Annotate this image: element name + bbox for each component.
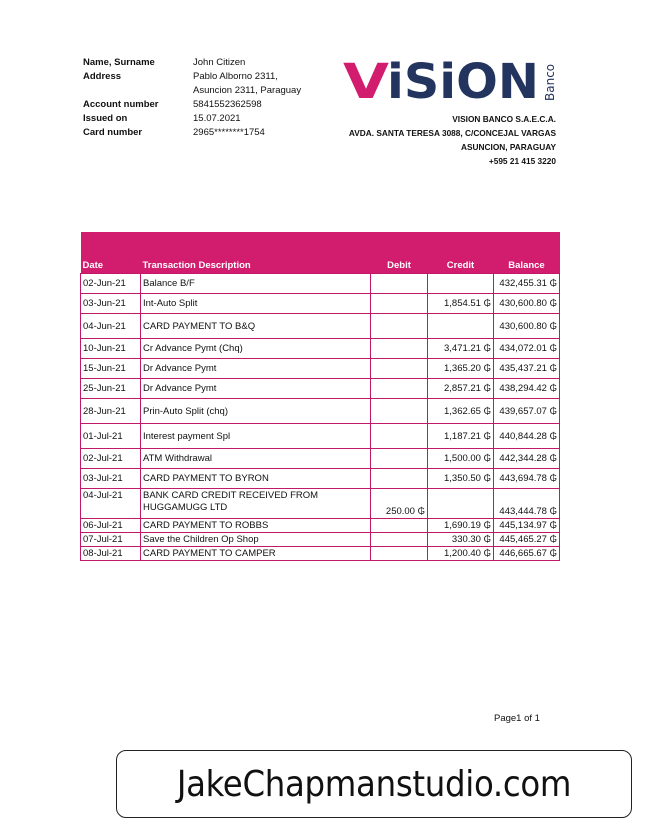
cell-balance: 445,134.97 ₲ (494, 519, 560, 533)
cell-desc: BANK CARD CREDIT RECEIVED FROM HUGGAMUGG LTD (141, 489, 371, 519)
field-value: Asuncion 2311, Paraguay (193, 85, 302, 96)
cell-credit: 1,690.19 ₲ (428, 519, 494, 533)
cell-desc: ATM Withdrawal (141, 449, 371, 469)
field-label: Name, Surname (83, 57, 155, 68)
cell-debit (371, 533, 428, 547)
transaction-row (81, 399, 560, 424)
cell-balance: 443,694.78 ₲ (494, 469, 560, 489)
field-label (83, 84, 193, 98)
cell-desc: Balance B/F (141, 274, 371, 294)
header-balance: Balance (494, 258, 560, 274)
cell-balance: 440,844.28 ₲ (494, 424, 560, 449)
table-header-row (81, 258, 560, 274)
transaction-row (81, 519, 560, 533)
customer-field (83, 70, 301, 84)
transaction-row (81, 274, 560, 294)
cell-debit (371, 379, 428, 399)
page-number: Page1 of 1 (494, 713, 540, 724)
bank-address-line1: AVDA. SANTA TERESA 3088, C/CONCEJAL VARGAS (348, 128, 556, 138)
table-header-band (81, 232, 560, 258)
cell-debit (371, 469, 428, 489)
cell-desc: CARD PAYMENT TO CAMPER (141, 547, 371, 561)
cell-credit (428, 274, 494, 294)
transaction-row (81, 547, 560, 561)
bank-address (349, 112, 556, 168)
customer-field (83, 126, 301, 140)
header-debit: Debit (371, 258, 428, 274)
field-label: Account number (83, 99, 159, 110)
customer-field (83, 56, 301, 70)
cell-debit (371, 547, 428, 561)
header-credit: Credit (428, 258, 494, 274)
cell-desc: Int-Auto Split (141, 294, 371, 314)
cell-date: 02-Jul-21 (81, 449, 141, 469)
cell-credit: 1,187.21 ₲ (428, 424, 494, 449)
cell-credit: 1,200.40 ₲ (428, 547, 494, 561)
cell-debit (371, 339, 428, 359)
cell-balance: 432,455.31 ₲ (494, 274, 560, 294)
transaction-row (81, 294, 560, 314)
cell-date: 02-Jun-21 (81, 274, 141, 294)
cell-desc: Dr Advance Pymt (141, 359, 371, 379)
cell-date: 25-Jun-21 (81, 379, 141, 399)
cell-credit (428, 489, 494, 519)
cell-date: 15-Jun-21 (81, 359, 141, 379)
cell-balance: 439,657.07 ₲ (494, 399, 560, 424)
cell-debit (371, 519, 428, 533)
bank-name: VISION BANCO S.A.E.C.A. (452, 114, 556, 124)
cell-debit (371, 359, 428, 379)
transaction-row (81, 359, 560, 379)
cell-credit: 1,500.00 ₲ (428, 449, 494, 469)
transactions-table (80, 232, 560, 561)
transaction-row (81, 533, 560, 547)
cell-desc: CARD PAYMENT TO B&Q (141, 314, 371, 339)
cell-balance: 445,465.27 ₲ (494, 533, 560, 547)
watermark: JakeChapmanstudio.com (116, 750, 632, 818)
cell-date: 06-Jul-21 (81, 519, 141, 533)
vision-banco-logo (343, 54, 561, 104)
cell-date: 04-Jul-21 (81, 489, 141, 519)
svg-text:iSiON: iSiON (387, 54, 539, 104)
cell-debit (371, 294, 428, 314)
header-date: Date (81, 258, 141, 274)
cell-debit (371, 399, 428, 424)
field-value: John Citizen (193, 57, 246, 68)
cell-balance: 438,294.42 ₲ (494, 379, 560, 399)
cell-date: 03-Jun-21 (81, 294, 141, 314)
cell-date: 01-Jul-21 (81, 424, 141, 449)
cell-desc: CARD PAYMENT TO ROBBS (141, 519, 371, 533)
svg-text:V: V (343, 54, 389, 104)
transaction-row (81, 489, 560, 519)
cell-desc: Prin-Auto Split (chq) (141, 399, 371, 424)
field-label: Card number (83, 127, 143, 138)
cell-debit: 250.00 ₲ (371, 489, 428, 519)
cell-debit (371, 449, 428, 469)
field-value: Pablo Alborno 2311, (193, 71, 278, 82)
field-value: 15.07.2021 (193, 113, 241, 124)
cell-date: 04-Jun-21 (81, 314, 141, 339)
transaction-row (81, 424, 560, 449)
transaction-row (81, 379, 560, 399)
svg-text:Banco: Banco (543, 63, 557, 101)
cell-desc: Interest payment Spl (141, 424, 371, 449)
field-value: 5841552362598 (193, 99, 262, 110)
cell-credit (428, 314, 494, 339)
field-value: 2965********1754 (193, 127, 265, 138)
cell-desc: Dr Advance Pymt (141, 379, 371, 399)
cell-balance: 430,600.80 ₲ (494, 314, 560, 339)
transaction-row (81, 449, 560, 469)
transaction-row (81, 339, 560, 359)
bank-phone: +595 21 415 3220 (488, 156, 556, 166)
field-label: Address (83, 71, 122, 82)
cell-balance: 442,344.28 ₲ (494, 449, 560, 469)
bank-address-line2: ASUNCION, PARAGUAY (461, 142, 556, 152)
cell-desc: Cr Advance Pymt (Chq) (141, 339, 371, 359)
cell-debit (371, 424, 428, 449)
cell-date: 28-Jun-21 (81, 399, 141, 424)
transaction-row (81, 469, 560, 489)
cell-credit: 3,471.21 ₲ (428, 339, 494, 359)
customer-field (83, 98, 301, 112)
cell-desc: CARD PAYMENT TO BYRON (141, 469, 371, 489)
cell-balance: 435,437.21 ₲ (494, 359, 560, 379)
cell-balance: 434,072.01 ₲ (494, 339, 560, 359)
customer-info (83, 56, 301, 140)
cell-credit: 1,362.65 ₲ (428, 399, 494, 424)
cell-balance: 443,444.78 ₲ (494, 489, 560, 519)
transaction-row (81, 314, 560, 339)
cell-credit: 1,365.20 ₲ (428, 359, 494, 379)
customer-field (83, 84, 301, 98)
field-label: Issued on (83, 113, 128, 124)
cell-balance: 446,665.67 ₲ (494, 547, 560, 561)
cell-credit: 1,854.51 ₲ (428, 294, 494, 314)
cell-date: 07-Jul-21 (81, 533, 141, 547)
cell-date: 10-Jun-21 (81, 339, 141, 359)
cell-date: 08-Jul-21 (81, 547, 141, 561)
cell-credit: 330.30 ₲ (428, 533, 494, 547)
cell-credit: 2,857.21 ₲ (428, 379, 494, 399)
customer-field (83, 112, 301, 126)
header-description: Transaction Description (141, 258, 371, 274)
cell-debit (371, 274, 428, 294)
cell-date: 03-Jul-21 (81, 469, 141, 489)
cell-balance: 430,600.80 ₲ (494, 294, 560, 314)
cell-desc: Save the Children Op Shop (141, 533, 371, 547)
cell-debit (371, 314, 428, 339)
cell-credit: 1,350.50 ₲ (428, 469, 494, 489)
